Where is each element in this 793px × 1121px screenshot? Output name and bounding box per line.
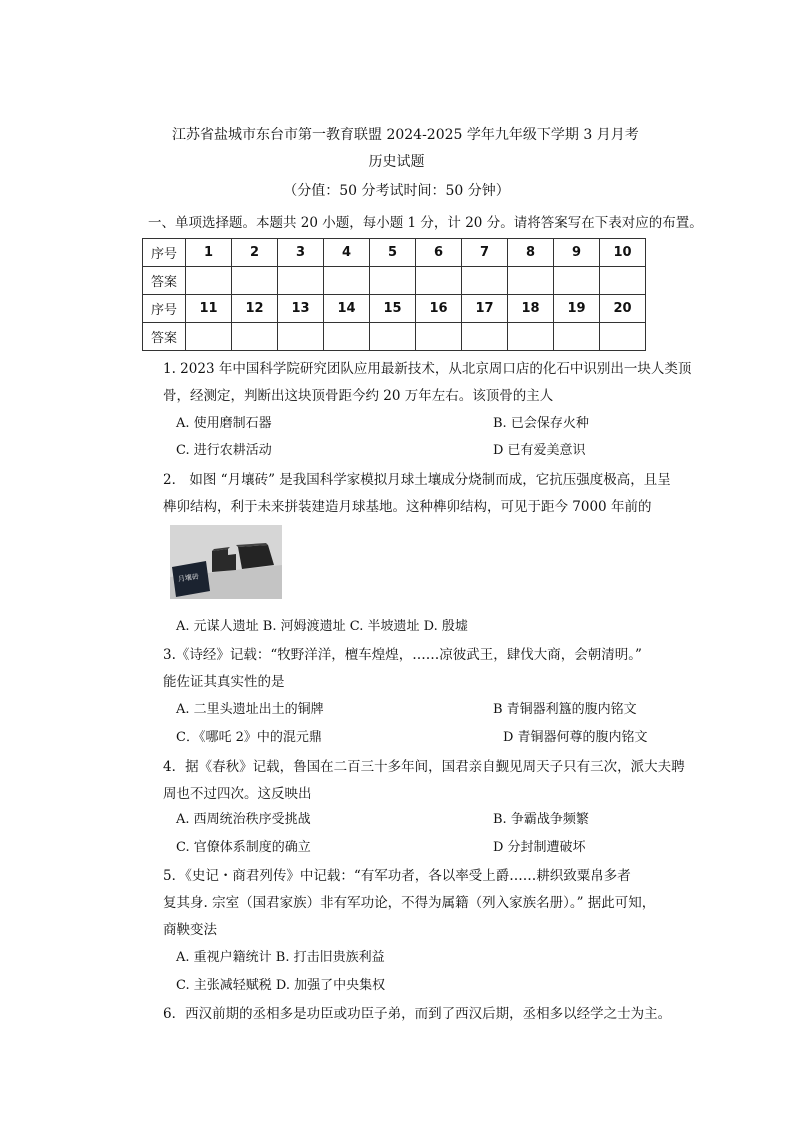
question-3-stem-cont: 能佐证其真实性的是 [163, 674, 285, 690]
answer-cell[interactable] [186, 267, 232, 295]
answer-cell[interactable] [278, 323, 324, 351]
answer-cell[interactable] [416, 267, 462, 295]
table-cell: 2 [232, 239, 278, 267]
q3-option-d[interactable]: D 青铜器何尊的腹内铭文 [503, 730, 648, 745]
answer-cell[interactable] [232, 323, 278, 351]
q1-option-c[interactable]: C. 进行农耕活动 [176, 443, 272, 458]
answer-cell[interactable] [462, 323, 508, 351]
q1-option-d[interactable]: D 已有爱美意识 [493, 443, 586, 458]
answer-cell[interactable] [554, 323, 600, 351]
q4-option-b[interactable]: B. 争霸战争频繁 [493, 812, 589, 827]
answer-cell[interactable] [508, 323, 554, 351]
table-cell: 15 [370, 295, 416, 323]
answer-cell[interactable] [370, 267, 416, 295]
question-5-stem-end: 商鞅变法 [163, 922, 217, 938]
section-instruction: 一、单项选择题。本题共 20 小题，每小题 1 分，计 20 分。请将答案写在下表对应的布置。 [148, 215, 703, 231]
answer-cell[interactable] [324, 267, 370, 295]
table-cell: 16 [416, 295, 462, 323]
q3-option-b[interactable]: B 青铜器利簋的腹内铭文 [493, 702, 637, 717]
table-cell: 11 [186, 295, 232, 323]
q2-options[interactable]: A. 元谋人遗址 B. 河姆渡遗址 C. 半坡遗址 D. 殷墟 [176, 619, 468, 634]
answer-cell[interactable] [600, 323, 646, 351]
table-cell: 1 [186, 239, 232, 267]
question-6-stem: 6．西汉前期的丞相多是功臣或功臣子弟，而到了西汉后期，丞相多以经学之士为主。 [163, 1006, 672, 1022]
table-row [143, 295, 646, 323]
table-label: 答案 [143, 267, 186, 295]
answer-cell[interactable] [508, 267, 554, 295]
q3-option-a[interactable]: A. 二里头遗址出土的铜牌 [176, 702, 324, 717]
answer-cell[interactable] [324, 323, 370, 351]
exam-score-time: （分值：50 分考试时间：50 分钟） [283, 183, 510, 199]
exam-title: 江苏省盐城市东台市第一教育联盟 2024-2025 学年九年级下学期 3 月月考 [172, 127, 639, 143]
table-cell: 3 [278, 239, 324, 267]
moon-brick-icon [170, 525, 282, 599]
answer-cell[interactable] [232, 267, 278, 295]
table-cell: 4 [324, 239, 370, 267]
answer-table [142, 238, 646, 351]
table-cell: 18 [508, 295, 554, 323]
table-cell: 6 [416, 239, 462, 267]
answer-cell[interactable] [370, 323, 416, 351]
question-2-stem: 2． 如图 “月壤砖” 是我国科学家模拟月球土壤成分烧制而成，它抗压强度极高，且呈 [163, 472, 671, 488]
question-5-stem-cont: 复其身. 宗室（国君家族）非有军功论，不得为属籍（列入家族名册）。” 据此可知， [163, 895, 656, 911]
answer-cell[interactable] [278, 267, 324, 295]
answer-cell[interactable] [462, 267, 508, 295]
question-1-stem-cont: 骨，经测定，判断出这块顶骨距今约 20 万年左右。该顶骨的主人 [163, 388, 554, 404]
q5-options-cd[interactable]: C. 主张减轻赋税 D. 加强了中央集权 [176, 978, 386, 993]
table-cell: 9 [554, 239, 600, 267]
table-cell: 20 [600, 295, 646, 323]
question-2-stem-cont: 榫卯结构，利于未来拼装建造月球基地。这种榫卯结构，可见于距今 7000 年前的 [163, 499, 652, 515]
table-cell: 19 [554, 295, 600, 323]
answer-cell[interactable] [554, 267, 600, 295]
q1-option-b[interactable]: B. 已会保存火种 [493, 416, 589, 431]
table-row [143, 323, 646, 351]
moon-brick-photo [170, 525, 282, 599]
table-cell: 14 [324, 295, 370, 323]
table-label: 答案 [143, 323, 186, 351]
question-4-stem: 4．据《春秋》记载，鲁国在二百三十多年间，国君亲自觐见周天子只有三次，派大夫聘 [163, 759, 685, 775]
q4-option-d[interactable]: D 分封制遭破坏 [493, 840, 586, 855]
question-1-stem: 1. 2023 年中国科学院研究团队应用最新技术，从北京周口店的化石中识别出一块人类顶 [163, 361, 692, 377]
table-label: 序号 [143, 295, 186, 323]
question-3-stem: 3.《诗经》记载：“牧野洋洋，檀车煌煌，……凉彼武王，肆伐大商，会朝清明。” [163, 647, 642, 663]
q4-option-a[interactable]: A. 西周统治秩序受挑战 [176, 812, 311, 827]
q1-option-a[interactable]: A. 使用磨制石器 [176, 416, 272, 431]
q3-option-c[interactable]: C．《哪吒 2》中的混元鼎 [176, 730, 322, 745]
table-row [143, 239, 646, 267]
table-label: 序号 [143, 239, 186, 267]
table-cell: 12 [232, 295, 278, 323]
exam-subject: 历史试题 [368, 154, 425, 170]
table-cell: 5 [370, 239, 416, 267]
q5-options-ab[interactable]: A. 重视户籍统计 B. 打击旧贵族利益 [176, 950, 385, 965]
question-5-stem: 5．《史记・商君列传》中记载：“有军功者，各以率受上爵……耕织致粟帛多者 [163, 868, 631, 884]
q4-option-c[interactable]: C. 官僚体系制度的确立 [176, 840, 311, 855]
table-cell: 7 [462, 239, 508, 267]
table-cell: 13 [278, 295, 324, 323]
answer-cell[interactable] [186, 323, 232, 351]
table-row [143, 267, 646, 295]
answer-cell[interactable] [600, 267, 646, 295]
photo-caption: 月壤砖 [177, 572, 200, 584]
answer-cell[interactable] [416, 323, 462, 351]
question-4-stem-cont: 周也不过四次。这反映出 [163, 786, 312, 802]
table-cell: 8 [508, 239, 554, 267]
table-cell: 10 [600, 239, 646, 267]
table-cell: 17 [462, 295, 508, 323]
